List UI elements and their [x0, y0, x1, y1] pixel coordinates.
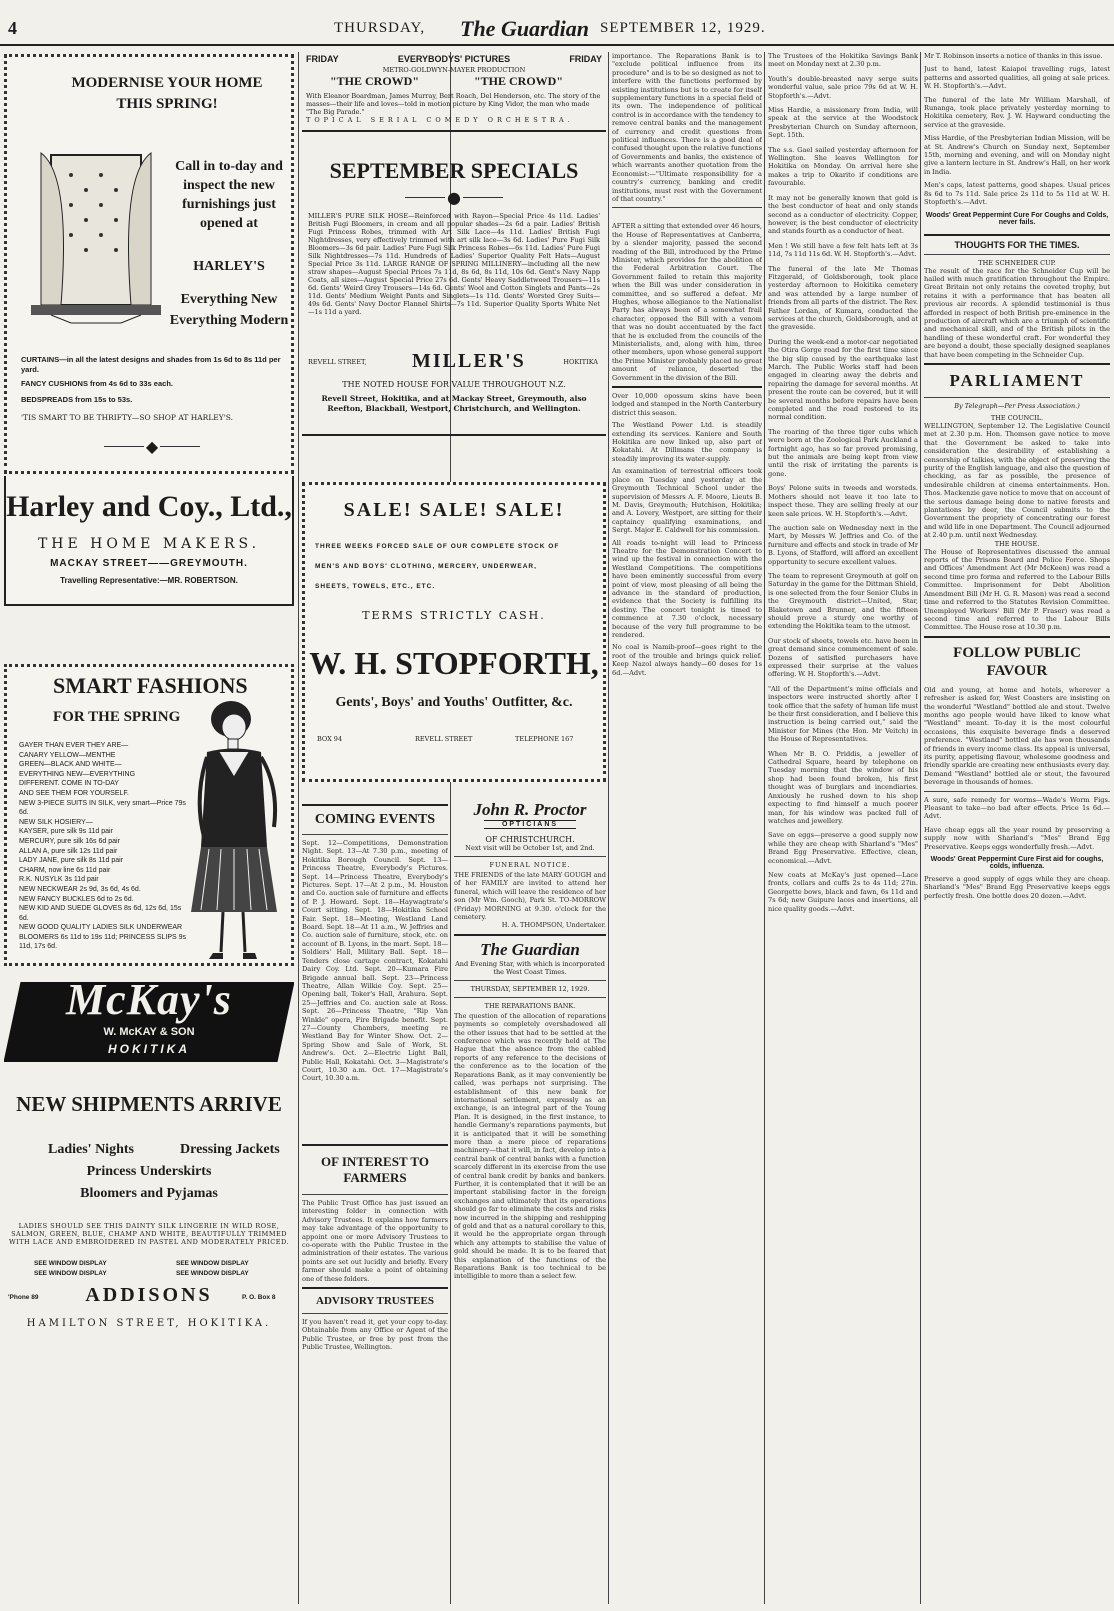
addisons-item-bloomers: Bloomers and Pyjamas	[80, 1186, 218, 1201]
addisons-item-nights: Ladies' Nights	[48, 1142, 134, 1157]
section-rule	[924, 234, 1110, 236]
mckay-list-item: NEW 3-PIECE SUITS IN SILK, very smart—Price 79s 6d.	[19, 799, 186, 817]
mckay-list-item: NEW NECKWEAR 2s 9d, 3s 6d, 4s 6d.	[19, 885, 141, 893]
addisons-address: HAMILTON STREET, HOKITIKA.	[26, 1318, 272, 1329]
mckay-logo-sub: W. McKAY & SON	[103, 1026, 195, 1038]
news-column-5	[768, 52, 918, 1600]
millers-town: HOKITIKA	[563, 358, 598, 366]
mckay-list-item: NEW FANCY BUCKLES 6d to 2s 6d.	[19, 895, 134, 903]
addisons-phone: 'Phone 89	[8, 1294, 39, 1301]
stopforth-trade: Gents', Boys' and Youths' Outfitter, &c.	[335, 695, 573, 710]
column6-item: Preserve a good supply of eggs while they are cheap. Sharland's "Mes" Brand Egg Preservative keeps eggs perfectly fresh. One bottle does 20 dozen.—Advt.	[924, 875, 1110, 900]
mckay-list-item: NEW SILK HOSIERY—	[19, 818, 93, 826]
section-rule	[302, 1313, 448, 1314]
harley-advertisement	[4, 54, 294, 474]
column6-item: A sure, safe remedy for worms—Wade's Worm Figs. Pleasant to take—no bad after effects. Price 1s 6d.—Advt.	[924, 795, 1110, 821]
curtain-window-illustration	[31, 145, 161, 325]
schneider-title: THE SCHNEIDER CUP.	[978, 258, 1056, 267]
column5-item: During the week-end a motor-car negotiated the Otira Gorge road for the first time since the big slip caused by the earthquake last March. The Public Works staff had been engaged in clearing away the debris and repairing the damage for several months. At present the route can be covered, but it will be several months before repairs have been completed and the road restored to its normal condition.	[768, 337, 918, 422]
addisons-headline: NEW SHIPMENTS ARRIVE	[16, 1092, 282, 1116]
mckay-list-item: DIFFERENT. COME IN TO-DAY	[19, 780, 119, 788]
masthead-day: THURSDAY,	[334, 20, 426, 36]
column5-item: The roaring of the three tiger cubs which were born at the Zoological Park Auckland a fortnight ago, has so far proved promising, but the animals are being kept from view until the risk of irritating the parents is gone.	[768, 427, 918, 478]
section-rule	[924, 363, 1110, 365]
mckay-list-item: R.K. NUSYLK 3s 11d pair	[19, 876, 99, 884]
column5-item: It may not be generally known that gold is the best conductor of heat and only stands second as a conductor of electricity. Copper, however, is the best conductor of electricity and stands fourth as a conductor of heat.	[768, 193, 918, 236]
section-rule	[302, 1194, 448, 1195]
column4-article-exam: An examination of terrestrial officers took place on Tuesday and yesterday at the Greymouth Technical School under the supervision of Messrs A. F. Moore, Lieuts B. M. Davis, Greymouth; Hutchison, Hokitika; and A. Lovery, Westport, are sitting for their captaincy qualifying examinations, and Sergt. Major E. Caldwell for his commission.	[612, 467, 762, 535]
harley-address: MACKAY STREET——GREYMOUTH.	[50, 558, 248, 569]
harley-thrifty-line: 'TIS SMART TO BE THRIFTY—SO SHOP AT HARLEY'S.	[21, 413, 234, 422]
addisons-window-display: SEE WINDOW DISPLAY	[176, 1260, 249, 1267]
column6-item: Have cheap eggs all the year round by preserving a supply now with Sharland's "Mes" Brand Egg Preservative. Keeps eggs wonderfully fresh.—Advt.	[924, 825, 1110, 851]
harley-tagline: THE HOME MAKERS.	[37, 536, 261, 552]
section-rule	[302, 834, 448, 835]
proctor-subtitle: OPTICIANS	[484, 820, 576, 829]
column6-item: Mr T. Robinson inserts a notice of thanks in this issue.	[924, 52, 1103, 60]
column5-item: The auction sale on Wednesday next in the Mart, by Messrs W. Jeffries and Co. of the furniture and effects and stock in trade of Mr B. Lyons, of Stafford, will afford an excellent opportunity to secure excellent values.	[768, 523, 918, 566]
masthead	[0, 0, 1114, 46]
addisons-box: P. O. Box 8	[242, 1294, 276, 1301]
news-column-4	[612, 52, 762, 1600]
harley-store: HARLEY'S	[193, 259, 265, 274]
harley-headline: MODERNISE YOUR HOME THIS SPRING!	[71, 75, 263, 112]
mckay-logo-town: HOKITIKA	[108, 1042, 190, 1056]
millers-advertisement	[302, 136, 606, 436]
millers-tagline: THE NOTED HOUSE FOR VALUE THROUGHOUT N.Z.	[342, 380, 566, 389]
house-title: THE HOUSE.	[994, 539, 1040, 548]
mckay-list-item: MERCURY, pure silk 16s 6d pair	[19, 837, 120, 845]
column5-item: "All of the Department's mine officials and inspectors were instructed shortly after I took office that the safety of human life must be their first consideration, and I believe this instruction is being carried out," said the Minister for Mines (the Hon. Mr Veitch) in the House of Representatives.	[768, 684, 918, 744]
section-rule	[454, 856, 606, 857]
pictures-day-left: FRIDAY	[306, 54, 339, 64]
column-rule	[920, 52, 921, 1604]
pictures-studio: METRO-GOLDWYN-MAYER PRODUCTION	[382, 66, 526, 74]
mckay-list-item: GREEN—BLACK AND WHITE—	[19, 761, 122, 769]
mckay-list-item: LADY JANE, pure silk 8s 11d pair	[19, 857, 124, 865]
column-rule	[764, 52, 765, 1604]
millers-addresses: Revell Street, Hokitika, and at Mackay Street, Greymouth, also Reefton, Blackball, Westport, Christchurch, and Wellington.	[321, 394, 587, 413]
follow-public-favour-body: Old and young, at home and hotels, wherever a refresher is asked for, West Coasters are insisting on the wonderful "Westland" bottled ale and stout. Twelve months ago people would have liked to know what "Westland" meant. To-day it is the most colourful occasions, this exquisite beverage finds a deserved preference. "Westland" bottled ale has won thousands of friends in every income class. Its appeal is universal, its purity, appetising flavour, wholesome goodness and friendly sparkle are creating new enthusiasts every day. Demand "Westland" bottled ale or stout, the favoured beverage in thousands of homes.	[924, 685, 1110, 787]
harley-curtains-line: CURTAINS—in all the latest designs and shades from 1s 6d to 8s 11d per yard.	[21, 355, 281, 374]
parliament-title: PARLIAMENT	[949, 370, 1085, 390]
stopforth-street: REVELL STREET	[415, 735, 473, 743]
thoughts-title: THOUGHTS FOR THE TIMES.	[954, 239, 1080, 250]
column5-item: Youth's double-breasted navy serge suits wonderful value, sale price 79s 6d at W. H. Stopforth's.—Advt.	[768, 74, 918, 100]
pictures-day-right: FRIDAY	[569, 54, 602, 64]
section-rule	[924, 254, 1110, 255]
mckay-list-item: AND SEE THEM FOR YOURSELF.	[19, 789, 129, 797]
harley-bedspreads-line: BEDSPREADS from 15s to 53s.	[21, 395, 133, 404]
guardian-nameplate: The Guardian	[480, 939, 580, 959]
fashion-lady-illustration	[179, 697, 289, 962]
mckay-list-item: ALLAN A, pure silk 12s 11d pair	[19, 847, 118, 855]
proctor-city: OF CHRISTCHURCH.	[485, 835, 575, 844]
section-rule	[924, 791, 1110, 792]
mckay-headline: SMART FASHIONS	[53, 673, 248, 698]
coming-events-list: Sept. 12—Competitions, Demonstration Night. Sept. 13—At 7.30 p.m., meeting of Hokitika Borough Council. Sept. 13—Princess Theatre, Everybody's Pictures. Sept. 14—Princess Theatre, Everybody's Pictures. Sept. 17—At 2 p.m., M. Houston and Co. auction sale of furniture and effects of P. J. Howard. Sept. 18—Haywagtrate's Court sitting. Sept. 18—Hokitika School Fair. Sept. 18—Meeting, Westland Land Board. Sept. 18—At 11 a.m., W. Jeffries and Co. auction sale of furniture, stock, etc. on account of B. Lyons, in the mart. Sept. 18—Soldiers' Hall, Military Ball. Sept. 18—Tenders close cartage contract, Kokatahi Dairy Coy. Ltd. Sept. 20—Kumara Fire Brigade annual ball. Sept. 23—Princess Theatre, Allan Wilkie Coy. Sept. 25—Opening ball, Toker's Hall, Arahura. Sept. 25—Jeffries and Co. auction sale at Ross. Sept. 26—Princess Theatre, "Rip Van Winkle" opera, Fire Brigade benefit. Sept. 27—County Chambers, meeting re Westland Bay for Winter Show. Oct. 2—Spring Show and Sale of Work, St. Andrew's. Oct. 2—Electric Light Ball, Public Hall, Kokatahi. Oct. 3—Magistrate's Court, 10.30 a.m. Oct. 17—Magistrate's Court, 10.30 a.m.	[302, 839, 448, 1083]
stopforth-sale-banner: SALE! SALE! SALE!	[343, 499, 565, 521]
harley-pitch: Call in to-day and inspect the new furnishings just opened at	[175, 159, 283, 231]
column5-item: When Mr B. O. Priddis, a jeweller of Cathedral Square, heard by telephone on Tuesday morning that the window of his shop had been found broken, his first thought was of burglars and incendiaries. Anxiously he rushed down to his shop expecting to find himself a much poorer man, for his window was packed full of watches and jewellery.	[768, 749, 918, 825]
addisons-name: ADDISONS	[85, 1284, 213, 1306]
harley-cushions-line: FANCY CUSHIONS from 4s 6d to 33s each.	[21, 379, 173, 388]
addisons-item-underskirts: Princess Underskirts	[86, 1164, 212, 1179]
stopforth-box: BOX 94	[317, 735, 343, 743]
coming-events-headline: COMING EVENTS	[314, 812, 436, 827]
addisons-note: LADIES SHOULD SEE THIS DAINTY SILK LINGERIE IN WILD ROSE, SALMON, GREEN, BLUE, CHAMP AND WHITE, BEAUTIFULLY TRIMMED WITH LACE AND EMBROIDERED IN PASTEL AND MODERATELY PRICED.	[8, 1222, 290, 1246]
section-rule	[302, 1144, 448, 1146]
advisory-trustees-body: If you haven't read it, get your copy to-day. Obtainable from any Office or Agent of the Public Trustee, or free by post from the Public Trustee, Wellington.	[302, 1318, 448, 1352]
mckay-list-item: KAYSER, pure silk 9s 11d pair	[19, 828, 113, 836]
pictures-advertisement	[302, 52, 606, 132]
masthead-paper-title: The Guardian	[460, 16, 589, 41]
addisons-item-jackets: Dressing Jackets	[180, 1142, 280, 1157]
funeral-notice-title: FUNERAL NOTICE.	[489, 861, 571, 869]
harley-slogan: Everything New Everything Modern	[169, 292, 289, 328]
section-rule	[924, 636, 1110, 638]
pictures-film-right: "THE CROWD"	[474, 74, 563, 88]
column5-item: New coats at McKay's just opened—Lace fronts, collars and cuffs 2s to 4s 11d; 27in. Georgette bows, black and fawn, 6s 11d and 7s 6d; new Guipure laces and insertions, all nice quality goods.—Advt.	[768, 870, 918, 913]
column5-item: Boys' Pelone suits in tweeds and worsteds. Mothers should not leave it too late to inspect these. They are selling freely at our keen sale prices. W. H. Stopforth's.—Advt.	[768, 484, 918, 518]
addisons-window-display: SEE WINDOW DISPLAY	[34, 1270, 107, 1277]
column4-article-reparations: importance. The Reparations Bank is to "exclude political influence from its procedure" and is to be so designed as not to interfere with the functions performed by existing institutions but is to create for itself supplementary functions in a special field of its own. The independence of political control is in accordance with the tendency to remove central banks and the management of currency and credit questions from political influences. There is a good deal of confused thought upon the relative functions of Governments and banks, the existence of which warrants another quotation from the Economist:—"Ultimate responsibility for a country's currency, banking and credit institutions, must rest with the Government of that country."	[612, 52, 762, 203]
pictures-title: EVERYBODYS' PICTURES	[397, 54, 511, 64]
ornament-divider: ◆	[21, 437, 283, 456]
coming-events-section	[302, 800, 448, 1130]
millers-name: MILLER'S	[412, 350, 526, 372]
stopforth-terms: TERMS STRICTLY CASH.	[362, 609, 546, 622]
farmers-section	[302, 1140, 448, 1600]
mckay-advertisement	[4, 664, 294, 966]
farmers-body: The Public Trust Office has just issued an interesting folder in connection with Advisory Trustees. It explains how farmers may take advantage of the opportunity to appoint one or more Advisory Trustees to co-operate with the Public Trustee in the administration of their estates. The various points are set out lucidly and briefly. Every farmer should make a point of obtaining one of these folders.	[302, 1199, 448, 1283]
stopforth-line2: MEN'S AND BOYS' CLOTHING, MERCERY, UNDERWEAR,	[315, 563, 537, 570]
stopforth-line1: THREE WEEKS FORCED SALE OF OUR COMPLETE STOCK OF	[315, 543, 560, 550]
woods-cure-ad: Woods' Great Peppermint Cure First aid for coughs, colds, influenza.	[930, 856, 1104, 871]
mckay-list-item: EVERYTHING NEW—EVERYTHING	[19, 770, 136, 778]
council-title: THE COUNCIL.	[990, 413, 1044, 422]
ornament-divider: ●	[302, 188, 606, 207]
column5-item: Men ! We still have a few felt hats left at 3s 11d, 7s 11d 11s 6d. W. H. Stopforth's.—Advt.	[768, 241, 918, 259]
page-number: 4	[8, 18, 17, 38]
farmers-headline: OF INTEREST TO FARMERS	[321, 1154, 429, 1185]
column5-item: The team to represent Greymouth at golf on Saturday in the game for the Dittman Shield, is one selected from the four Senior Clubs in the Greymouth district—United, Star, Blaketown and Brunner, and the fifteen should prove a sturdy one worthy of extending the Hokitika team to the utmost.	[768, 571, 918, 631]
section-rule	[612, 207, 762, 208]
mckay-logo: McKay's	[66, 975, 232, 1024]
editorial-body: The question of the allocation of reparations payments so completely overshadowed all the other issues that had to be settled at the conference which was recently held at The Hague that the absence from the cabled reports of any reference to the decisions of the conference as to the location of the Reparations Bank, as it may conveniently be called, was perhaps not surprising. The establishment of this new bank for international settlement, expressly as an exchange, is an integral part of the Young Plan. It is designed, in the first instance, to handle Germany's reparations payments, but it is anticipated that it will be something more than a mere piece of reparations machinery—that it will, in fact, develop into a central bank of central banks with a function scarcely different in its exercise from the use of central bank credit by banks and bankers. Further, it is contemplated that it will be an important stabilising factor in the foreign exchanges and ultimately that its operations should go far to eliminate the costs and risks now incurred in the shipping and reshipping of gold and that as a natural corollary to this, it would be the appropriate organ through which any attempts to stabilise the value of gold should be made. It is to be feared that this explanation of the functions of the Reparations Bank is too technical to be intelligible to more than a select few.	[454, 1011, 606, 1281]
proctor-visit: Next visit will be October 1st, and 2nd.	[465, 844, 595, 852]
column5-item: Miss Hardie, a missionary from India, will speak at the service at the Woodstock Presbyterian Church on Sunday afternoon, Sept. 15th.	[768, 106, 918, 140]
millers-specials-list: MILLER'S PURE SILK HOSE—Reinforced with Rayon—Special Price 4s 11d. Ladies' British Fugi Bloomers, in cream and all popular shades—2s 6d a pair. Ladies' British Fugi Princess Robes, trimmed with Art Silk Lace—4s 11d. Ladies' British Fugi Nightdresses, very effectively trimmed with art silk lace—3s 6d. Ladies' Pure Fugi Silk Bloomers—3s 6d pair. Ladies' Pure Fugi Silk Princess Robes—6s 11d. Ladies' Pure Fugi Silk Nightdresses—7s 11d. Hundreds of Ladies' Superior Quality Felt Hats—August Special Price 3s 11d. LARGE RANGE OF SPRING MILLINERY—including all the new straw shapes—August Special Prices 7s 11d, 8s 6d, 8s 11d, 10s 6d. Gent's Navy Napp Coats, all sizes—August Special Price 27s 6d. Gents' Heavy Saddletweed Trousers—11s 6d. Gents' Weird Grey Trousers—14s 6d. Gents' Wool and Cotton Singlets and Pants—2s 11d. Gents' Medium Weight Pants and Singlets—1s 11d. Gents' Worsted Grey Suits—49s 6d. Gents' Navy Doctor Flannel Shirts—7s 11d. Superior Quality Sports White Net—1s 11d a yard.	[308, 212, 600, 316]
column5-item: Our stock of sheets, towels etc. have been in great demand since commencement of sale. Dozens of satisfied purchasers have expressed their surprise at the values offering. W. H. Stopforth's.—Advt.	[768, 636, 918, 679]
stopforth-phone: TELEPHONE 167	[515, 735, 574, 743]
section-rule	[302, 1287, 448, 1289]
guardian-dateline: THURSDAY, SEPTEMBER 12, 1929.	[470, 984, 590, 993]
section-rule	[302, 804, 448, 806]
column5-item: The Trustees of the Hokitika Savings Bank meet on Monday next at 2.30 p.m.	[768, 52, 918, 69]
woods-cure-ad: Woods' Great Peppermint Cure For Coughs and Colds, never fails.	[925, 211, 1109, 226]
column6-item: Men's caps, latest patterns, good shapes. Usual prices 8s 6d to 7s 11d. Sale price 2s 11d to 5s 11d at W. H. Stopforth's.—Advt.	[924, 181, 1110, 207]
advisory-trustees-headline: ADVISORY TRUSTEES	[316, 1295, 434, 1308]
mckay-subheadline: FOR THE SPRING	[53, 709, 181, 725]
section-rule	[454, 980, 606, 981]
column6-item: Miss Hardie, of the Presbyterian Indian Mission, will be at St. Andrew's Church on Sunday next, September 15th, morning and evening, and will on Monday night give a lantern lecture in St. Andrew's Hall, on her work in India.	[924, 134, 1110, 176]
addisons-window-display: SEE WINDOW DISPLAY	[176, 1270, 249, 1277]
addisons-advertisement	[4, 1082, 294, 1598]
mckay-item-list	[19, 741, 189, 952]
addisons-window-display: SEE WINDOW DISPLAY	[34, 1260, 107, 1267]
mckay-list-item: CANARY YELLOW—MENTHE	[19, 751, 116, 759]
column4-article-nazol: No coal is Namib-proof—goes right to the root of the trouble and brings quick relief. Keep Nazol always handy—60 doses for 1s 6d.—Advt.	[612, 643, 762, 677]
proctor-name: John R. Proctor	[473, 800, 587, 819]
section-rule	[454, 997, 606, 998]
column4-article-canberra: AFTER a sitting that extended over 46 hours, the House of Representatives at Canberra, by a slender majority, passed the second reading of the Bill, introduced by the Prime Minister, which provides for the abolition of the Federal Arbitration Court. The Government failed to retain this majority when the Bill was under consideration in committee, and so suffered a defeat. Mr Hughes, whose allegiance to the Nationalist Party has always been of a somewhat frail character, opposed the Bill with a venom that was no doubt accentuated by the fact that he is excluded from the councils of the Ministerialists, and, along with him, three other members, upon whose general support the Prime Minister probably placed no great amount of reliance, deserted the Government in the division of the Bill.	[612, 222, 762, 382]
column6-item: The funeral of the late Mr William Marshall, of Runanga, took place privately yesterday morning to Hokitika cemetery, Rev. J. W. Hayward conducting the service at the graveside.	[924, 95, 1110, 129]
council-report: WELLINGTON, September 12. The Legislative Council met at 2.30 p.m. Hon. Thomson gave notice to move that the Government be asked to take into consideration the desirability of establishing a censorship of talkies, with the object of preserving the purity of the English language, and also the question of checking, as far as possible, the presence of undesirable children at cinema entertainments. Hon. Thos. Mackenzie gave notice to move that on account of the serious damage being done to native forests and plantations by deer, the Council submits to the Government the propriety of concentrating our forest and wild life in one Department. The Council adjourned at 2.40 p.m. until next Wednesday.	[924, 421, 1110, 540]
funeral-notice-body: THE FRIENDS of the late MARY GOUGH and of her FAMILY are invited to attend her funeral, which will leave the residence of her son (Mr Wm. Gooch), Park St. TO-MORROW (Friday) MORNING at 9.30. o'clock for the cemetery.	[454, 871, 606, 922]
millers-street: REVELL STREET,	[308, 358, 367, 366]
column-rule	[298, 52, 299, 1604]
column5-item: Save on eggs—preserve a good supply now while they are cheap with Sharland's "Mes" Brand Egg Preservative. Effective, clean, economical.—Advt.	[768, 831, 918, 865]
stopforth-line3: SHEETS, TOWELS, ETC., ETC.	[315, 583, 436, 590]
column4-article-opossum: Over 10,000 opossum skins have been lodged and stamped in the North Canterbury district this season.	[612, 392, 762, 417]
news-column-6	[924, 52, 1110, 1600]
column4-article-power: The Westland Power Ltd. is steadily extending its services. Kaniere and South Hokitika are now linked up, also part of Kokatahi. At Dillmans the company is steadily improving its water-supply.	[612, 421, 762, 463]
masthead-date: SEPTEMBER 12, 1929.	[600, 20, 766, 36]
mckay-list-item: NEW GOOD QUALITY LADIES SILK UNDERWEAR BLOOMERS 6s 11d to 19s 11d; PRINCESS SLIPS 9s 11d, 17s 6d.	[19, 924, 187, 951]
harley-firm-block	[4, 476, 294, 606]
funeral-notice-signature: H. A. THOMPSON, Undertaker.	[501, 921, 606, 930]
column6-item: Just to hand, latest Kaiapoi travelling rugs, latest patterns and assorted qualities, all going at sale prices. W. H. Stopforth's.—Advt.	[924, 65, 1110, 91]
section-rule	[612, 386, 762, 388]
mckay-list-item: CHARM, now line 6s 11d pair	[19, 866, 111, 874]
section-rule	[924, 397, 1110, 398]
follow-public-favour-title: FOLLOW PUBLIC FAVOUR	[953, 644, 1081, 679]
mckay-logo-block	[4, 968, 294, 1072]
column5-item: The s.s. Gael sailed yesterday afternoon for Wellington. She leaves Wellington for Hokitika on Monday. On arrival here she makes a trip to Okarito if conditions are favourable.	[768, 145, 918, 188]
section-rule	[454, 934, 606, 936]
column5-item: The funeral of the late Mr Thomas Fitzgerald, of Goldsborough, took place yesterday afternoon to Hokitika cemetery and was attended by a large number of friends from all parts of the district. The Rev. Father Lordan, of Kumara, conducted the services at the church, Goldsborough, and at the graveside.	[768, 264, 918, 332]
harley-firm-name: Harley and Coy., Ltd.,	[6, 490, 292, 523]
parliament-subtitle: By Telegraph—Per Press Association.)	[954, 401, 1080, 410]
schneider-article: The result of the race for the Schneider Cup will be hailed with much gratification throughout the Empire. Great Britain not only retains the coveted trophy, but retains it with a performance that has beaten all previous air records. A splendid testimonial is thus afforded in respect of both British pre-eminence in the production of aircraft which are a triumph of scientific and mechanical skill, and of the British pilots in the handling of these wonderful craft. For wonderful they are beyond a doubt, these specially designed seaplanes that have been competing in the Schneider Cup.	[924, 266, 1110, 359]
mckay-list-item: GAYER THAN EVER THEY ARE—	[19, 742, 129, 749]
column-rule	[608, 52, 609, 1604]
millers-headline: SEPTEMBER SPECIALS	[329, 158, 579, 183]
harley-representative: Travelling Representative:—MR. ROBERTSON.	[60, 576, 238, 585]
pictures-film-left: "THE CROWD"	[330, 74, 419, 88]
stopforth-advertisement	[302, 482, 606, 782]
guardian-subtitle: And Evening Star, with which is incorporated the West Coast Times.	[455, 959, 605, 976]
house-report: The House of Representatives discussed the annual reports of the Prisons Board and Police Force. Shops and Offices' Amendment Act (Mr McKeen) was read a second time pro forma and referred to the Labour Bills Committee. Imprisonment for Debt Abolition Amendment Bill (Mr H. G. R. Mason) was read a second time and referred to the Statutes Revision Committee. Unemployed Workers' Bill (Mr P. Fraser) was read a second time and referred to the Labour Bills Committee. The House rose at 10.30 p.m.	[924, 547, 1110, 632]
mckay-list-item: NEW KID AND SUEDE GLOVES 8s 6d, 12s 6d, 15s 6d.	[19, 905, 182, 922]
editorial-title: THE REPARATIONS BANK.	[484, 1001, 576, 1010]
stopforth-name: W. H. STOPFORTH,	[309, 645, 599, 681]
column4-article-concert: All roads to-night will lead to Princess Theatre for the Demonstration Concert to wind up the festival in connection with the Westland Competitions. The competitions have been eminently successful from every point of view, most pleasing of all being the advance in the standard of production, evidence that the Society is fulfilling its destiny. The concert tonight is timed to commence at 7.30 o'clock, necessary because of the very full programme to be rendered.	[612, 538, 762, 639]
middle-column	[454, 800, 606, 1600]
pictures-cast: With Eleanor Boardman, James Murray, Bert Roach, Del Henderson, etc. The story of the masses—their life and loves—told in motion picture by King Vidor, the man who made "The Big Parade."	[306, 92, 601, 116]
pictures-footer: TOPICAL SERIAL COMEDY ORCHESTRA.	[306, 116, 574, 124]
